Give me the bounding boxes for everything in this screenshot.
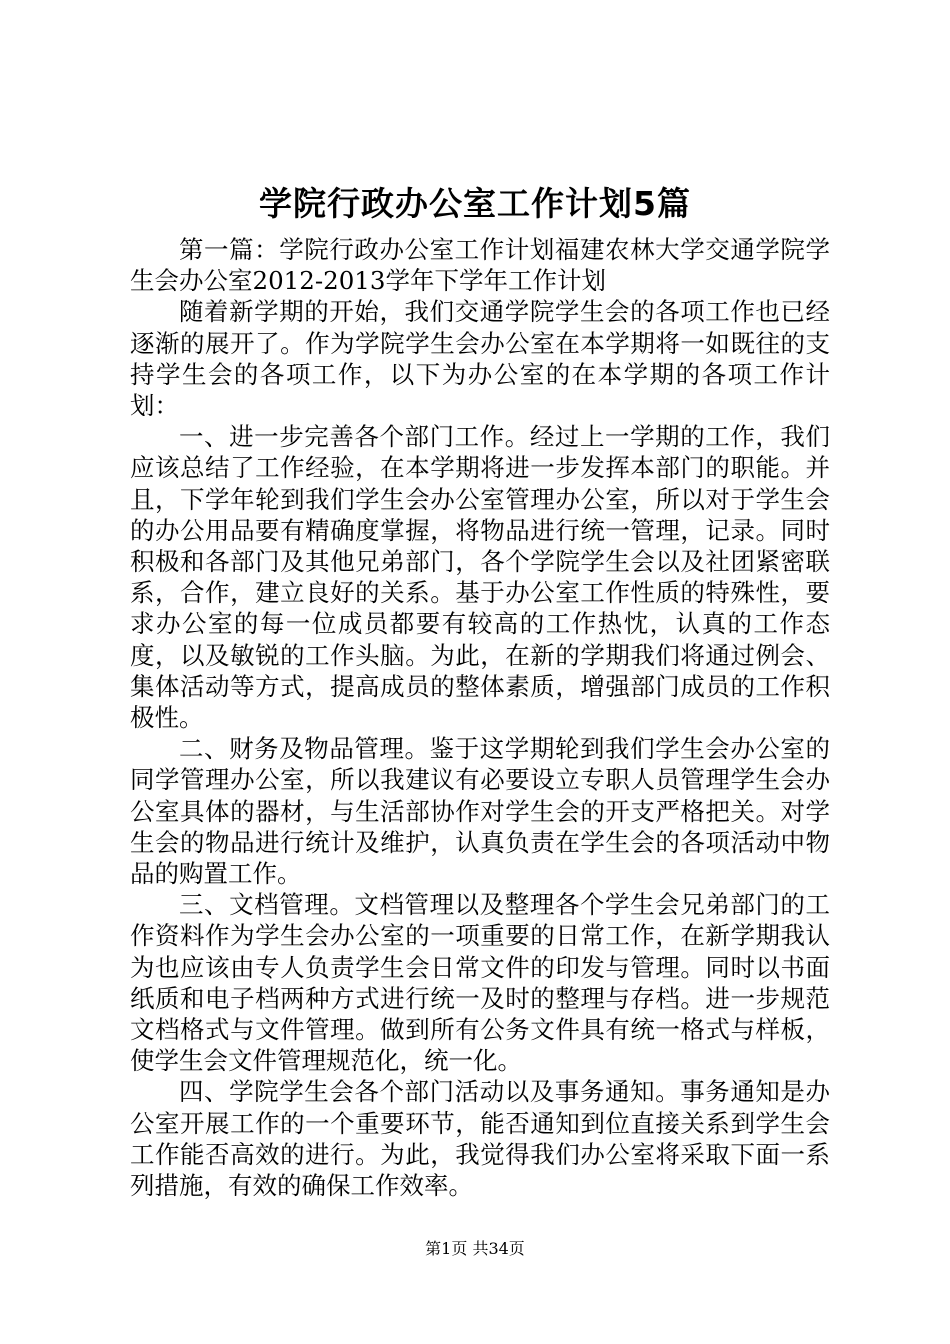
- document-title: 学院行政办公室工作计划5篇: [259, 184, 691, 223]
- page-number-footer: 第1页 共34页: [425, 1239, 525, 1258]
- paragraph-intro: 第一篇：学院行政办公室工作计划福建农林大学交通学院学生会办公室2012-2013学年下学年工作计划: [130, 235, 830, 296]
- paragraph-section-1: 一、进一步完善各个部门工作。经过上一学期的工作，我们应该总结了工作经验，在本学期将进一步发挥本部门的职能。并且，下学年轮到我们学生会办公室管理办公室，所以对于学生会的办公用品要有精确度掌握，将物品进行统一管理，记录。同时积极和各部门及其他兄弟部门，各个学院学生会以及社团紧密联系，合作，建立良好的关系。基于办公室工作性质的特殊性，要求办公室的每一位成员都要有较高的工作热忱，认真的工作态度，以及敏锐的工作头脑。为此，在新的学期我们将通过例会、集体活动等方式，提高成员的整体素质，增强部门成员的工作积极性。: [130, 422, 830, 733]
- paragraph-section-2: 二、财务及物品管理。鉴于这学期轮到我们学生会办公室的同学管理办公室，所以我建议有必要设立专职人员管理学生会办公室具体的器材，与生活部协作对学生会的开支严格把关。对学生会的物品进行统计及维护，认真负责在学生会的各项活动中物品的购置工作。: [130, 734, 830, 889]
- paragraph-opening: 随着新学期的开始，我们交通学院学生会的各项工作也已经逐渐的展开了。作为学院学生会办公室在本学期将一如既往的支持学生会的各项工作，以下为办公室的在本学期的各项工作计划：: [130, 297, 830, 421]
- document-body: [130, 234, 830, 1201]
- paragraph-section-3: 三、文档管理。文档管理以及整理各个学生会兄弟部门的工作资料作为学生会办公室的一项重要的日常工作，在新学期我认为也应该由专人负责学生会日常文件的印发与管理。同时以书面纸质和电子档两种方式进行统一及时的整理与存档。进一步规范文档格式与文件管理。做到所有公务文件具有统一格式与样板，使学生会文件管理规范化，统一化。: [130, 890, 830, 1076]
- paragraph-section-4: 四、学院学生会各个部门活动以及事务通知。事务通知是办公室开展工作的一个重要环节，能否通知到位直接关系到学生会工作能否高效的进行。为此，我觉得我们办公室将采取下面一系列措施，有效的确保工作效率。: [130, 1077, 830, 1201]
